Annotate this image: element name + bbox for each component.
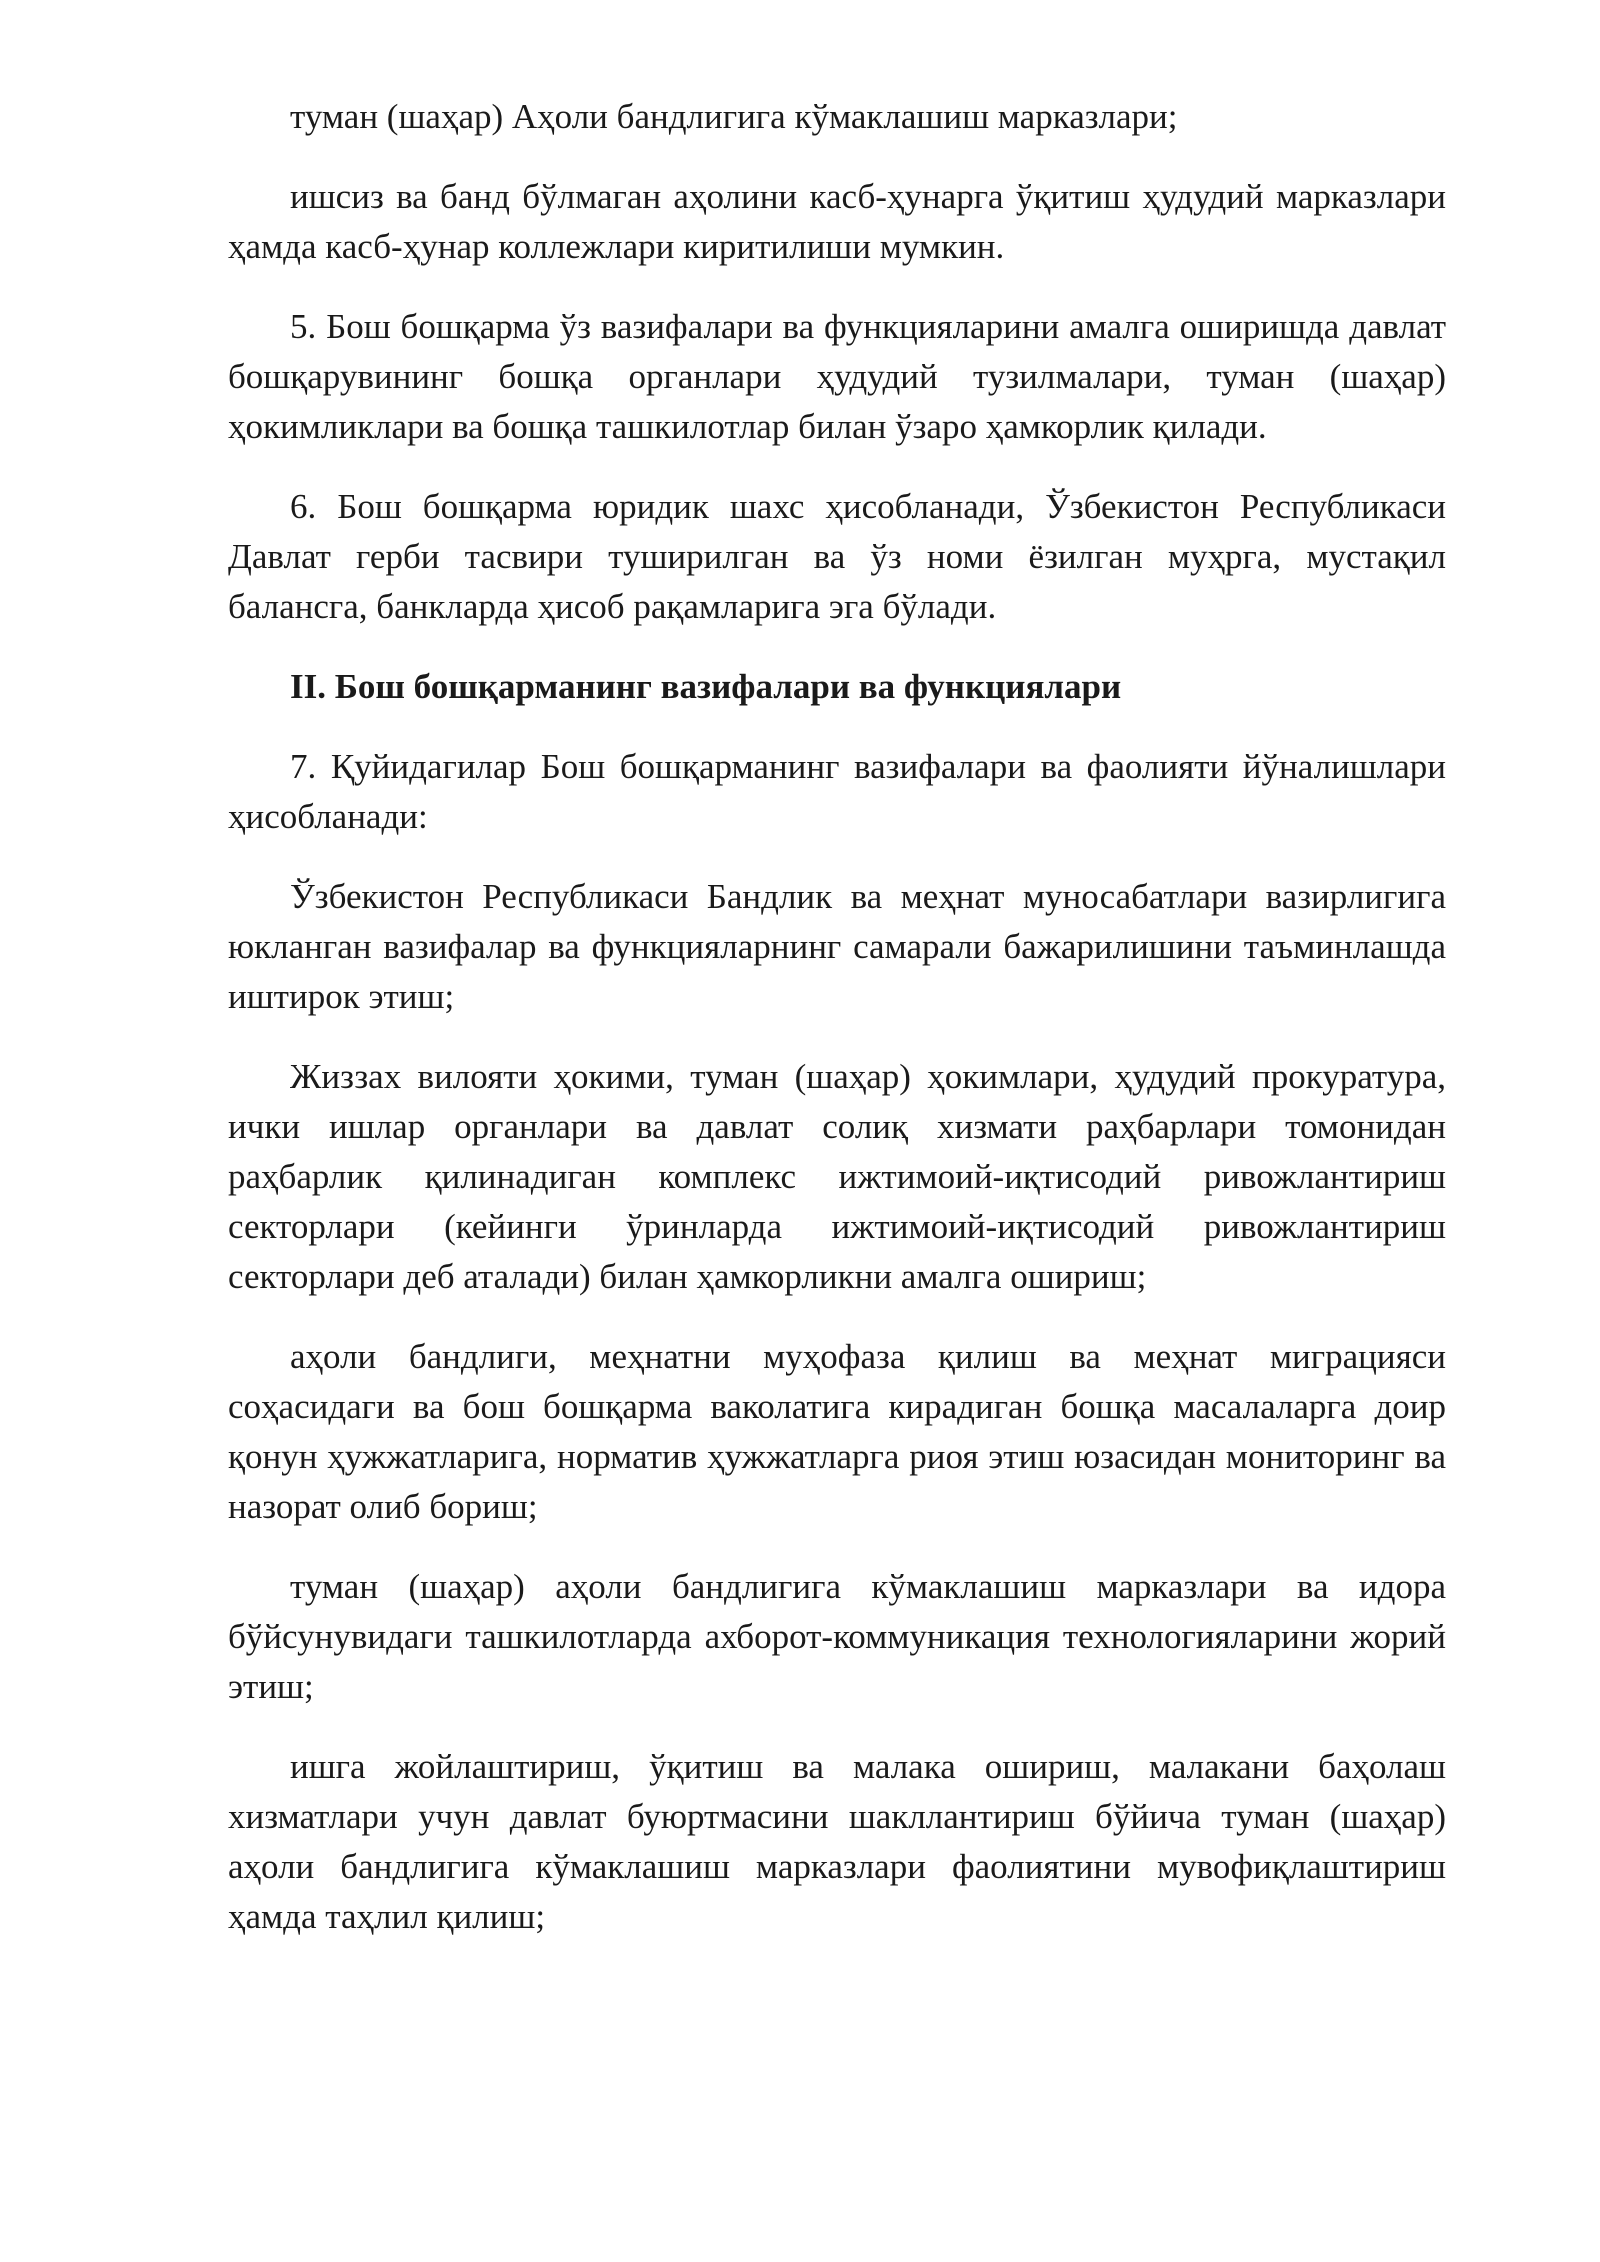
paragraph-district-centers: туман (шаҳар) Аҳоли бандлигига кўмаклашиш марказлари; xyxy=(290,97,1178,136)
paragraph-item-5: 5. Бош бошқарма ўз вазифалари ва функцияларини амалга оширишда давлат бошқарувининг бошқа органлари ҳудудий тузилмалари, туман (шаҳар) ҳокимликлари ва бошқа ташкилотлар билан ўзаро ҳамкорлик қилади. xyxy=(228,307,1446,446)
paragraph-task-sectors: Жиззах вилояти ҳокими, туман (шаҳар) ҳокимлари, ҳудудий прокуратура, ички ишлар органлари ва давлат солиқ хизмати раҳбарлари томонидан раҳбарлик қилинадиган комплекс ижтимоий-иқтисодий ривожлантириш секторлари (кейинги ўринларда ижтимоий-иқтисодий ривожлантириш секторлари деб аталади) билан ҳамкорликни амалга ошириш; xyxy=(228,1057,1446,1296)
paragraph-task-ict: туман (шаҳар) аҳоли бандлигига кўмаклашиш марказлари ва идора бўйсунувидаги ташкилотларда ахборот-коммуникация технологияларини жорий этиш; xyxy=(228,1567,1446,1706)
paragraph-task-coordination: ишга жойлаштириш, ўқитиш ва малака ошириш, малакани баҳолаш хизматлари учун давлат буюртмасини шакллантириш бўйича туман (шаҳар) аҳоли бандлигига кўмаклашиш марказлари фаолиятини мувофиқлаштириш ҳамда таҳлил қилиш; xyxy=(228,1747,1446,1936)
paragraph-task-monitoring: аҳоли бандлиги, меҳнатни муҳофаза қилиш ва меҳнат миграцияси соҳасидаги ва бош бошқарма ваколатига кирадиган бошқа масалаларга доир қонун ҳужжатларига, норматив ҳужжатларга риоя этиш юзасидан мониторинг ва назорат олиб бориш; xyxy=(228,1337,1446,1526)
paragraph-training-centers: ишсиз ва банд бўлмаган аҳолини касб-ҳунарга ўқитиш ҳудудий марказлари ҳамда касб-ҳунар коллежлари киритилиши мумкин. xyxy=(228,177,1446,266)
section-heading: II. Бош бошқарманинг вазифалари ва функциялари xyxy=(290,667,1122,706)
paragraph-item-7: 7. Қуйидагилар Бош бошқарманинг вазифалари ва фаолияти йўналишлари ҳисобланади: xyxy=(228,747,1446,836)
paragraph-item-6: 6. Бош бошқарма юридик шахс ҳисобланади, Ўзбекистон Республикаси Давлат герби тасвири туширилган ва ўз номи ёзилган муҳрга, мустақил балансга, банкларда ҳисоб рақамларига эга бўлади. xyxy=(228,487,1446,626)
paragraph-task-ministry: Ўзбекистон Республикаси Бандлик ва меҳнат муносабатлари вазирлигига юкланган вазифалар ва функцияларнинг самарали бажарилишини таъминлашда иштирок этиш; xyxy=(228,877,1446,1016)
document-body xyxy=(228,92,1446,1972)
